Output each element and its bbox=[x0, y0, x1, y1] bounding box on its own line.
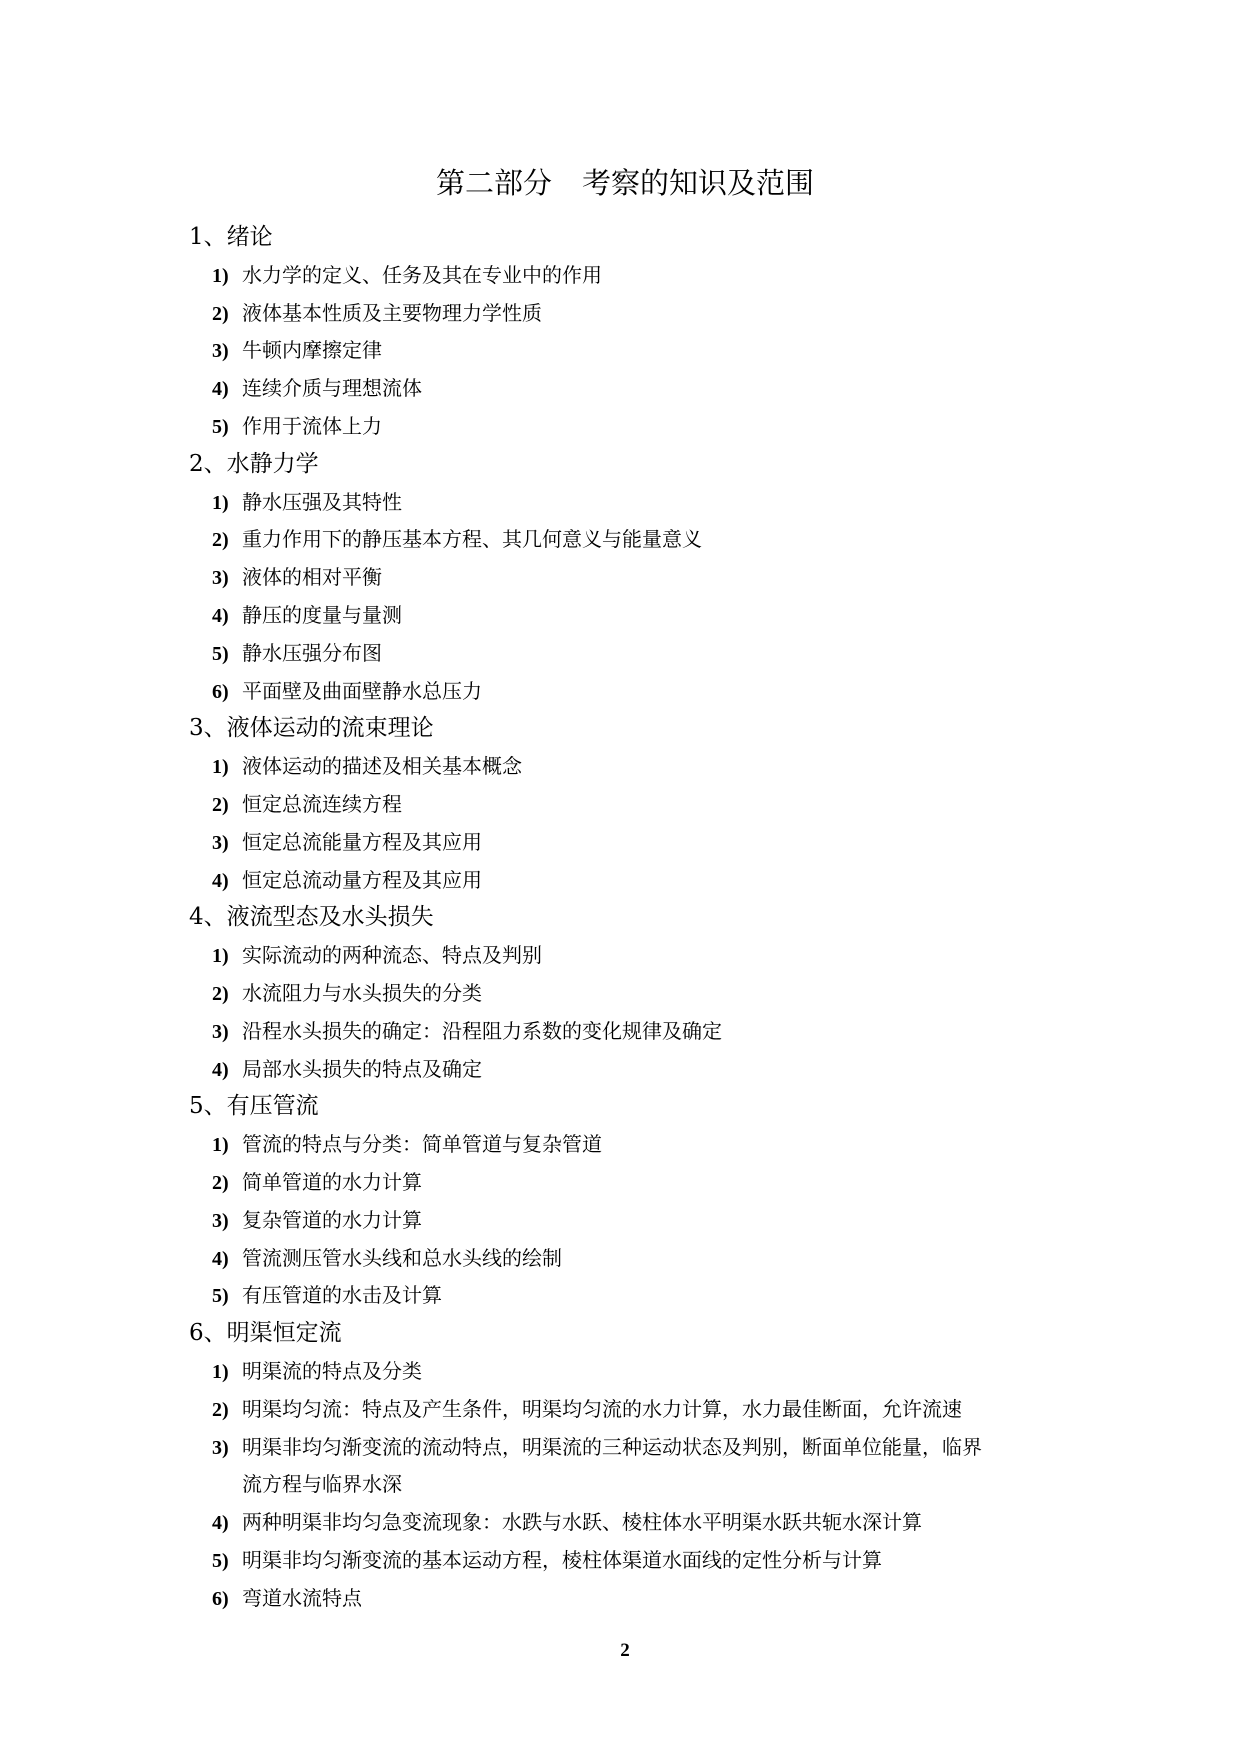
item-number: 2) bbox=[212, 302, 229, 325]
list-item bbox=[189, 484, 1089, 522]
list-item bbox=[189, 748, 1089, 786]
item-text: 连续介质与理想流体 bbox=[242, 376, 422, 401]
list-item bbox=[189, 597, 1089, 635]
section-heading: 5、有压管流 bbox=[189, 1093, 319, 1120]
item-text: 有压管道的水击及计算 bbox=[242, 1283, 442, 1308]
item-number: 4) bbox=[212, 869, 229, 892]
item-text: 水流阻力与水头损失的分类 bbox=[242, 980, 482, 1005]
item-text: 作用于流体上力 bbox=[242, 413, 382, 438]
page-title bbox=[0, 163, 1240, 203]
list-item bbox=[189, 673, 1089, 711]
list-item bbox=[189, 1429, 1089, 1467]
outline bbox=[189, 219, 1089, 1617]
item-text: 明渠非均匀渐变流的基本运动方程，棱柱体渠道水面线的定性分析与计算 bbox=[242, 1547, 882, 1572]
list-item bbox=[189, 1202, 1089, 1240]
item-text: 静水压强分布图 bbox=[242, 640, 382, 665]
item-number: 3) bbox=[212, 567, 229, 590]
item-text: 恒定总流连续方程 bbox=[242, 791, 402, 816]
item-text: 实际流动的两种流态、特点及判别 bbox=[242, 943, 542, 968]
item-number: 3) bbox=[212, 1436, 229, 1459]
item-number: 2) bbox=[212, 793, 229, 816]
list-item bbox=[189, 1277, 1089, 1315]
item-text: 重力作用下的静压基本方程、其几何意义与能量意义 bbox=[242, 527, 702, 552]
item-number: 1) bbox=[212, 491, 229, 514]
section-heading: 3、液体运动的流束理论 bbox=[189, 715, 434, 742]
item-number: 4) bbox=[212, 378, 229, 401]
list-item bbox=[189, 1353, 1089, 1391]
item-text: 水力学的定义、任务及其在专业中的作用 bbox=[242, 262, 602, 287]
item-text: 局部水头损失的特点及确定 bbox=[242, 1056, 482, 1081]
item-number: 3) bbox=[212, 340, 229, 363]
list-item bbox=[189, 332, 1089, 370]
item-text: 弯道水流特点 bbox=[242, 1585, 362, 1610]
item-number: 3) bbox=[212, 1209, 229, 1232]
item-number: 2) bbox=[212, 982, 229, 1005]
list-item bbox=[189, 635, 1089, 673]
item-number: 1) bbox=[212, 1360, 229, 1383]
section-heading: 1、绪论 bbox=[189, 224, 273, 250]
title-part: 第二部分 bbox=[435, 166, 552, 200]
item-number: 6) bbox=[212, 680, 229, 703]
item-text: 恒定总流能量方程及其应用 bbox=[242, 829, 482, 854]
list-item bbox=[189, 521, 1089, 559]
item-text: 管流测压管水头线和总水头线的绘制 bbox=[242, 1245, 562, 1270]
list-item bbox=[189, 408, 1089, 446]
page-number: 2 bbox=[620, 1640, 630, 1661]
list-item bbox=[189, 370, 1089, 408]
item-text: 简单管道的水力计算 bbox=[242, 1169, 422, 1194]
item-text: 明渠流的特点及分类 bbox=[242, 1358, 422, 1383]
list-item bbox=[189, 786, 1089, 824]
list-item bbox=[189, 975, 1089, 1013]
item-text: 复杂管道的水力计算 bbox=[242, 1207, 422, 1232]
item-text: 静水压强及其特性 bbox=[242, 489, 402, 514]
list-item bbox=[189, 1013, 1089, 1051]
item-number: 4) bbox=[212, 604, 229, 627]
section-heading: 2、水静力学 bbox=[189, 450, 319, 477]
item-text: 明渠均匀流：特点及产生条件，明渠均匀流的水力计算，水力最佳断面，允许流速 bbox=[242, 1396, 962, 1421]
item-text: 平面壁及曲面壁静水总压力 bbox=[242, 678, 482, 703]
item-text: 液体的相对平衡 bbox=[242, 565, 382, 590]
item-text: 两种明渠非均匀急变流现象：水跌与水跃、棱柱体水平明渠水跃共轭水深计算 bbox=[242, 1510, 922, 1535]
item-text: 管流的特点与分类：简单管道与复杂管道 bbox=[242, 1132, 602, 1157]
list-item bbox=[189, 559, 1089, 597]
item-number: 1) bbox=[212, 264, 229, 287]
item-number: 5) bbox=[212, 1285, 229, 1308]
list-item bbox=[189, 295, 1089, 333]
item-text: 明渠非均匀渐变流的流动特点，明渠流的三种运动状态及判别，断面单位能量，临界 bbox=[242, 1434, 982, 1459]
item-number: 5) bbox=[212, 415, 229, 438]
item-number: 1) bbox=[212, 756, 229, 779]
list-item bbox=[189, 1580, 1089, 1618]
list-item bbox=[189, 1126, 1089, 1164]
item-text: 静压的度量与量测 bbox=[242, 602, 402, 627]
item-number: 1) bbox=[212, 945, 229, 968]
item-text-continuation: 流方程与临界水深 bbox=[242, 1472, 402, 1497]
item-number: 4) bbox=[212, 1512, 229, 1535]
list-item bbox=[189, 1164, 1089, 1202]
list-item bbox=[189, 862, 1089, 900]
item-number: 4) bbox=[212, 1058, 229, 1081]
list-item bbox=[189, 1391, 1089, 1429]
item-number: 2) bbox=[212, 1171, 229, 1194]
list-item bbox=[189, 1542, 1089, 1580]
item-text: 恒定总流动量方程及其应用 bbox=[242, 867, 482, 892]
item-number: 2) bbox=[212, 1398, 229, 1421]
item-number: 3) bbox=[212, 831, 229, 854]
item-number: 1) bbox=[212, 1134, 229, 1157]
title-text: 考察的知识及范围 bbox=[582, 166, 815, 200]
item-number: 5) bbox=[212, 642, 229, 665]
item-number: 6) bbox=[212, 1587, 229, 1610]
list-item bbox=[189, 257, 1089, 295]
list-item bbox=[189, 1051, 1089, 1089]
item-text: 液体运动的描述及相关基本概念 bbox=[242, 754, 522, 779]
list-item bbox=[189, 1504, 1089, 1542]
item-number: 3) bbox=[212, 1020, 229, 1043]
item-text: 沿程水头损失的确定：沿程阻力系数的变化规律及确定 bbox=[242, 1018, 722, 1043]
section-heading: 4、液流型态及水头损失 bbox=[189, 904, 434, 931]
list-item bbox=[189, 1240, 1089, 1278]
list-item bbox=[189, 937, 1089, 975]
section-heading: 6、明渠恒定流 bbox=[189, 1320, 342, 1347]
item-text: 牛顿内摩擦定律 bbox=[242, 338, 382, 363]
item-number: 4) bbox=[212, 1247, 229, 1270]
list-item bbox=[189, 824, 1089, 862]
item-text: 液体基本性质及主要物理力学性质 bbox=[242, 300, 542, 325]
item-number: 2) bbox=[212, 529, 229, 552]
item-number: 5) bbox=[212, 1549, 229, 1572]
